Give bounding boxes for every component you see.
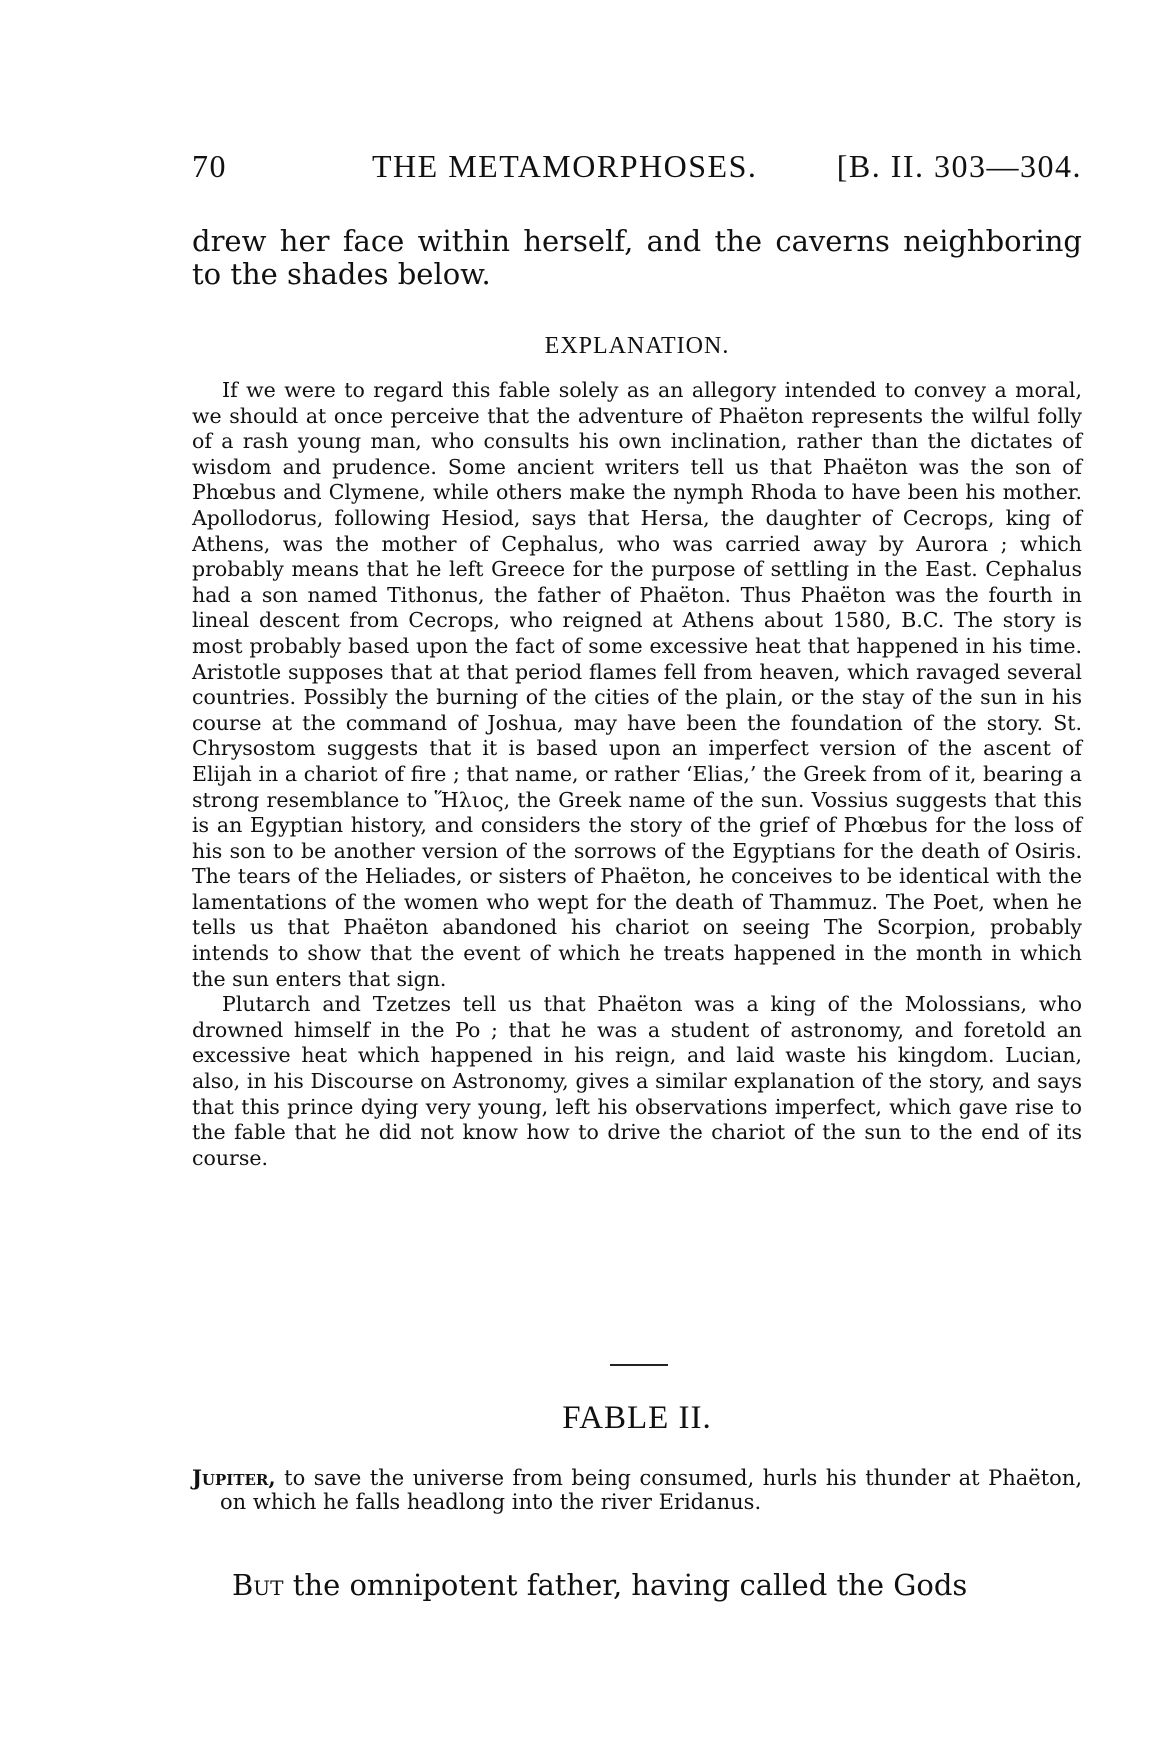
fable-argument bbox=[192, 1466, 1082, 1514]
argument-lead-word: Jupiter, bbox=[192, 1465, 276, 1490]
explanation-paragraph-1-part-1: If we were to regard this fable solely as an allegory intended to convey a moral, we should at once perceive that the adventure of Phaëton represents the wilful folly of a rash young man, who consults his own inclination, rather than the dictates of wisdom and prudence. Some ancient writers tell us that Phaëton was the son of Phœbus and Clymene, while others make the nymph Rhoda to have been his mother. Apollodorus, following Hesiod, says that Hersa, the daughter of Cecrops, king of Athens, was the mother of Cephalus, who was carried away by Aurora ; which probably means that he left Greece for the purpose of settling in the East. Cephalus had a son named Tithonus, the father of Phaëton. Thus Phaëton was the fourth in lineal descent from Cecrops, who reigned at Athens about 1580, bbox=[192, 378, 1082, 633]
running-head bbox=[192, 148, 1082, 192]
fable-heading: FABLE II. bbox=[562, 1400, 712, 1436]
fable-text-lead-word: But bbox=[232, 1568, 284, 1602]
book-reference: [B. II. 303—304. bbox=[836, 148, 1082, 184]
continuation-text: drew her face within herself, and the caverns neighboring to the shades below. bbox=[192, 224, 1082, 291]
book-title: THE METAMORPHOSES. bbox=[372, 148, 758, 184]
bc-abbreviation: B.C. bbox=[901, 608, 945, 633]
explanation-paragraph-1 bbox=[192, 378, 1082, 992]
explanation-heading: EXPLANATION. bbox=[544, 333, 730, 359]
explanation-paragraph-1-part-2: The story is most probably based upon the fact of some excessive heat that happened in his time. Aristotle supposes that at that period flames fell from heaven, which ravaged several countries. Possibly the burning of the cities of the plain, or the stay of the sun in his course at the command of Joshua, may have been the foundation of the story. St. Chrysostom suggests that it is based upon an imperfect version of the ascent of Elijah in a chariot of fire ; that name, or rather ‘Elias,’ the Greek from of it, bearing a strong resemblance to Ἥλιος, the Greek name of the sun. Vossius suggests that this is an Egyptian history, and considers the story of the grief of Phœbus for the loss of his son to be another version of the sorrows of the Egyptians for the death of Osiris. The tears of the Heliades, or sisters of Phaëton, he conceives to be identical with the lamentations of the women who wept for the death of Thammuz. The Poet, when he tells us that Phaëton abandoned his chariot on seeing The Scorpion, probably intends to show that the event of which he treats happened in the month in which the sun enters that sign. bbox=[192, 608, 1082, 991]
explanation-body bbox=[192, 378, 1082, 1171]
fable-text-start bbox=[192, 1568, 1082, 1602]
fable-text-rest: the omnipotent father, having called the Gods bbox=[283, 1568, 968, 1602]
page-number: 70 bbox=[192, 148, 227, 184]
section-divider bbox=[610, 1364, 668, 1366]
explanation-paragraph-2: Plutarch and Tzetzes tell us that Phaëton was a king of the Molossians, who drowned himself in the Po ; that he was a student of astronomy, and foretold an excessive heat which happened in his reign, and laid waste his kingdom. Lucian, also, in his Discourse on Astronomy, gives a similar explanation of the story, and says that this prince dying very young, left his observations imperfect, which gave rise to the fable that he did not know how to drive the chariot of the sun to the end of its course. bbox=[192, 992, 1082, 1170]
argument-text: to save the universe from being consumed, hurls his thunder at Phaëton, on which he falls headlong into the river Eridanus. bbox=[220, 1466, 1082, 1514]
